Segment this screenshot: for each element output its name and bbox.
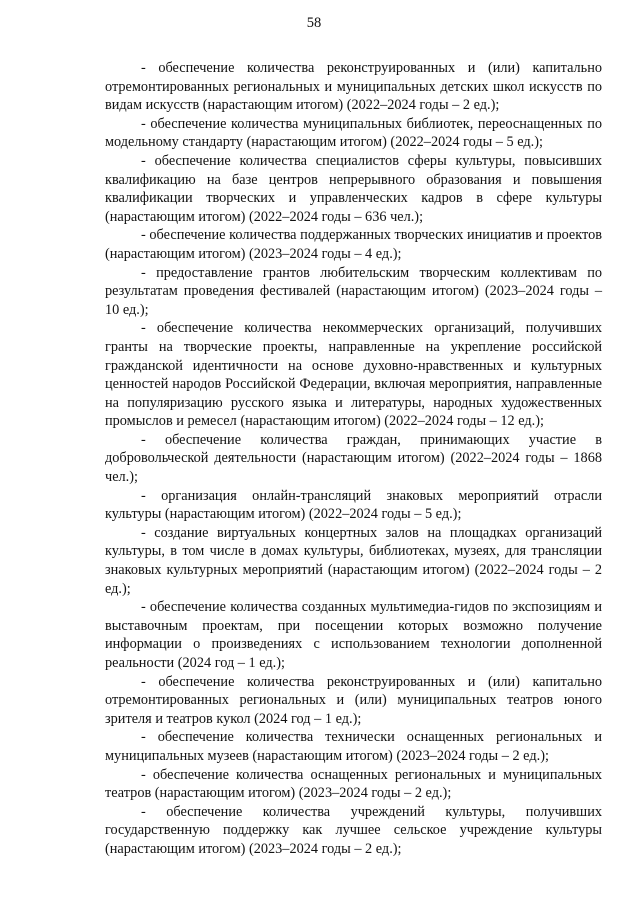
list-item: - обеспечение количества поддержанных творческих инициатив и проектов (нарастающим итогом) (2023–2024 годы – 4 ед.); xyxy=(105,227,602,262)
list-item: - обеспечение количества реконструированных и (или) капитально отремонтированных региональных и муниципальных детских школ искусств по видам искусств (нарастающим итогом) (2022–2024 годы – 2 ед.); xyxy=(105,60,602,114)
list-item: - предоставление грантов любительским творческим коллективам по результатам проведения фестивалей (нарастающим итогом) (2023–2024 годы – 10 ед.); xyxy=(105,264,602,318)
list-item: - обеспечение количества созданных мультимедиа-гидов по экспозициям и выставочным проектам, при посещении которых возможно получение информации о произведениях с использованием технологии дополненной реальности (2024 год – 1 ед.); xyxy=(105,599,602,671)
list-item: - обеспечение количества учреждений культуры, получивших государственную поддержку как лучшее сельское учреждение культуры (нарастающим итогом) (2023–2024 годы – 2 ед.); xyxy=(105,803,602,857)
list-item: - обеспечение количества граждан, принимающих участие в добровольческой деятельности (нарастающим итогом) (2022–2024 годы – 1868 чел.); xyxy=(105,431,602,486)
list-item: - обеспечение количества реконструированных и (или) капитально отремонтированных региональных и (или) муниципальных театров юного зрителя и театров кукол (2024 год – 1 ед.); xyxy=(105,673,602,727)
list-item: - обеспечение количества специалистов сферы культуры, повысивших квалификацию на базе центров непрерывного образования и повышения квалификации творческих и управленческих кадров в сфере культуры (нарастающим итогом) (2022–2024 годы – 636 чел.); xyxy=(105,152,602,225)
list-item: - обеспечение количества муниципальных библиотек, переоснащенных по модельному стандарту (нарастающим итогом) (2022–2024 годы – 5 ед.); xyxy=(105,115,602,151)
list-item: - обеспечение количества некоммерческих организаций, получивших гранты на творческие проекты, направленные на укрепление российской гражданской идентичности на основе духовно-нравственных и культурных ценностей народов Российской Федерации, включая мероприятия, направленные на популяризацию русского языка и литературы, народных художественных промыслов и ремесел (нарастающим итогом) (2022–2024 годы – 12 ед.); xyxy=(105,320,602,430)
list-item: - обеспечение количества технически оснащенных региональных и муниципальных музеев (нарастающим итогом) (2023–2024 годы – 2 ед.); xyxy=(105,729,602,764)
list-item: - обеспечение количества оснащенных региональных и муниципальных театров (нарастающим итогом) (2023–2024 годы – 2 ед.); xyxy=(105,766,602,802)
list-item: - создание виртуальных концертных залов на площадках организаций культуры, в том числе в домах культуры, библиотеках, музеях, для трансляции знаковых культурных мероприятий (нарастающим итогом) (2022–2024 годы – 2 ед.); xyxy=(105,524,602,597)
document-body xyxy=(105,59,602,859)
list-item: - организация онлайн-трансляций знаковых мероприятий отрасли культуры (нарастающим итогом) (2022–2024 годы – 5 ед.); xyxy=(105,487,602,523)
page-number: 58 xyxy=(306,15,322,31)
